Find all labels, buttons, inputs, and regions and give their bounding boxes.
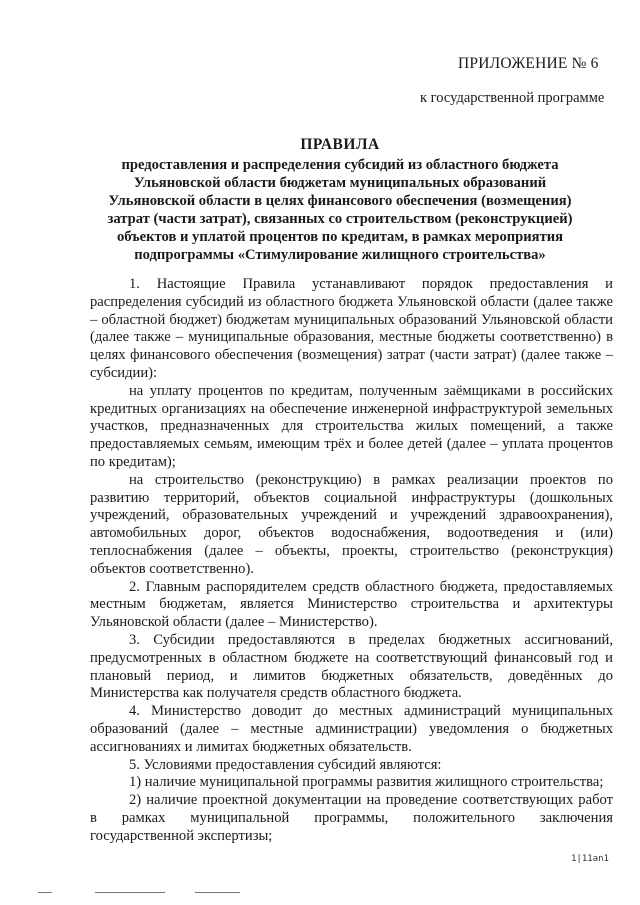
paragraph: 5. Условиями предоставления субсидий являются: bbox=[129, 756, 442, 773]
subtitle-line: Ульяновской области бюджетам муниципальных образований bbox=[133, 175, 547, 191]
subtitle-line: Ульяновской области в целях финансового обеспечения (возмещения) bbox=[108, 193, 572, 209]
document-body bbox=[90, 276, 613, 846]
scan-artifact bbox=[195, 892, 240, 893]
subtitle-line: подпрограммы «Стимулирование жилищного строительства» bbox=[134, 247, 546, 263]
subtitle-line: предоставления и распределения субсидий из областного бюджета bbox=[121, 157, 559, 173]
scan-artifact bbox=[38, 892, 52, 893]
paragraph: на строительство (реконструкцию) в рамках реализации проектов по развитию территорий, объектов социальной инфраструктуры (дошкольных учреждений, образовательных учреждений и учреждений здравоохранения), автомобильных дорог, объектов водоснабжения, водоотведения и (или) теплоснабжения (далее – объекты, проекты, строительство (реконструкция) объектов соответственно). bbox=[90, 471, 613, 577]
subtitle-line: затрат (части затрат), связанных со строительством (реконструкцией) bbox=[107, 211, 573, 227]
scan-artifact bbox=[95, 892, 165, 893]
subtitle-line: объектов и уплатой процентов по кредитам, в рамках мероприятия bbox=[116, 229, 564, 245]
document-heading: ПРАВИЛА bbox=[300, 136, 380, 153]
paragraph: 2) наличие проектной документации на проведение соответствующих работ в рамках муниципальной программы, положительного заключения государственной экспертизы; bbox=[90, 792, 613, 844]
paragraph: 2. Главным распорядителем средств областного бюджета, предоставляемых местным бюджетам, является Министерство строительства и архитектуры Ульяновской области (далее – Министерство). bbox=[90, 578, 613, 631]
appendix-reference: к государственной программе bbox=[420, 90, 605, 106]
paragraph: 3. Субсидии предоставляются в пределах бюджетных ассигнований, предусмотренных в областном бюджете на соответствующий финансовый год и плановый период, и лимитов бюджетных обязательств, доведённых до Министерства как получателя средств областного бюджета. bbox=[90, 631, 613, 702]
paragraph: 1. Настоящие Правила устанавливают порядок предоставления и распределения субсидий из областного бюджета Ульяновской области (далее также – областной бюджет) бюджетам муниципальных образований Ульяновской области (далее также – муниципальные образования, местные бюджеты соответственно) в целях финансового обеспечения (возмещения) затрат (части затрат) (далее также – субсидии): bbox=[90, 276, 613, 381]
page-code: 1|11an1 bbox=[571, 854, 609, 864]
paragraph: 1) наличие муниципальной программы развития жилищного строительства; bbox=[129, 774, 604, 791]
appendix-number: ПРИЛОЖЕНИЕ № 6 bbox=[458, 55, 599, 72]
paragraph: 4. Министерство доводит до местных администраций муниципальных образований (далее – местные администрации) уведомления о бюджетных ассигнованиях и лимитах бюджетных обязательств. bbox=[90, 703, 613, 755]
paragraph: на уплату процентов по кредитам, полученным заёмщиками в российских кредитных организациях на обеспечение инженерной инфраструктурой земельных участков, предназначенных для строительства жилых помещений, а также предоставляемых семьям, имеющим трёх и более детей (далее – уплата процентов по кредитам); bbox=[90, 382, 613, 470]
document-title-block bbox=[80, 136, 600, 264]
